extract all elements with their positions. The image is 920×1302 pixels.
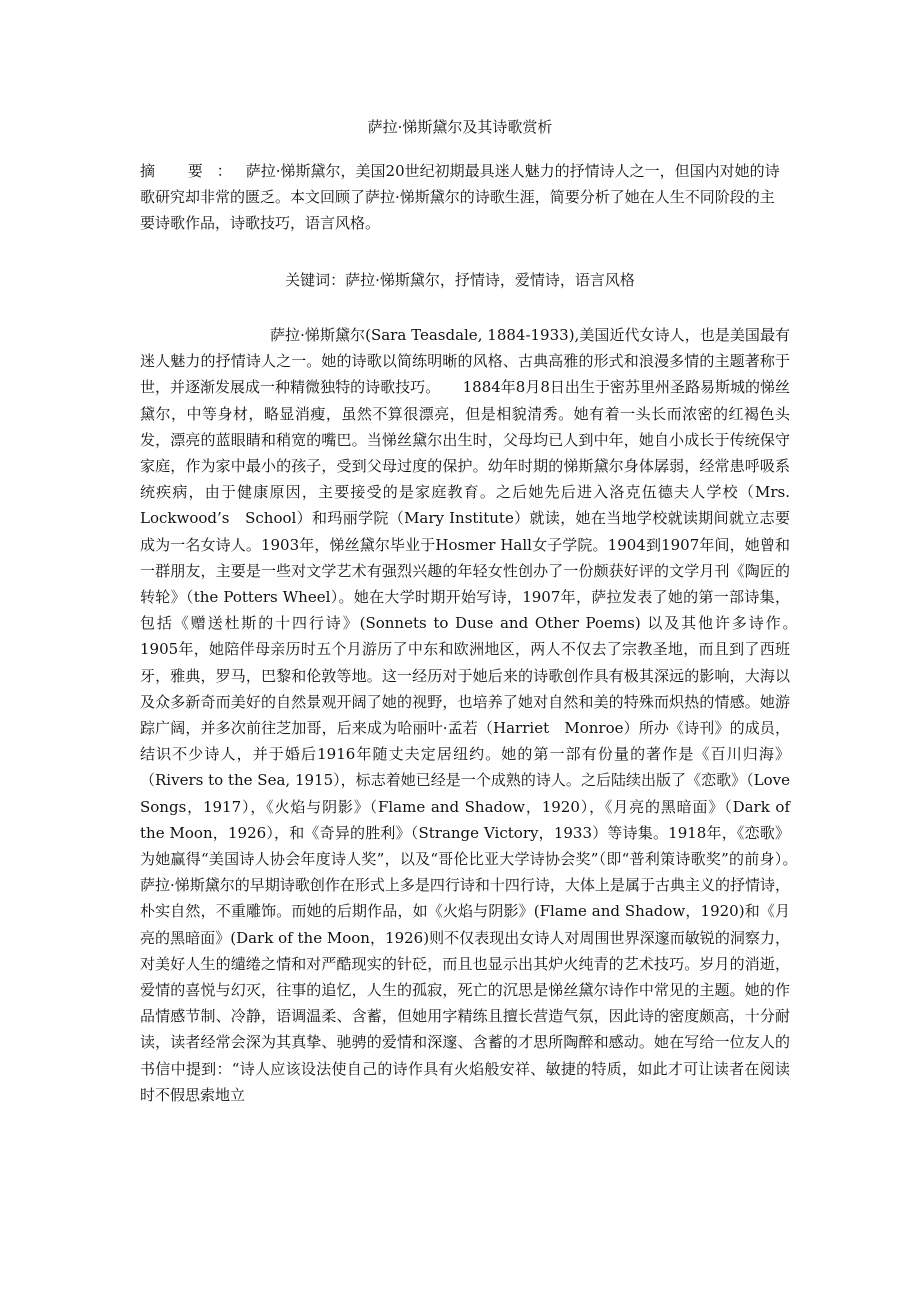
body-text [140, 322, 821, 1108]
document-title: 萨拉·悌斯黛尔及其诗歌赏析 [367, 118, 553, 136]
abstract-paragraph [140, 158, 780, 236]
body-paragraph: 萨拉·悌斯黛尔(Sara Teasdale, 1884-1933),美国近代女诗人，也是美国最有迷人魅力的抒情诗人之一。她的诗歌以简练明晰的风格、古典高雅的形式和浪漫多情的主题著称于世，并逐渐发展成一种精微独特的诗歌技巧。 1884年8月8日出生于密苏里州圣路易斯城的悌丝黛尔，中等身材，略显消瘦，虽然不算很漂亮，但是相貌清秀。她有着一头长而浓密的红褐色头发，漂亮的蓝眼睛和稍宽的嘴巴。当悌丝黛尔出生时，父母均已人到中年，她自小成长于传统保守家庭，作为家中最小的孩子，受到父母过度的保护。幼年时期的悌斯黛尔身体孱弱，经常患呼吸系统疾病，由于健康原因，主要接受的是家庭教育。之后她先后进入洛克伍德夫人学校（Mrs. Lockwood’s School）和玛丽学院（Mary Institute）就读，她在当地学校就读期间就立志要成为一名女诗人。1903年，悌丝黛尔毕业于Hosmer Hall女子学院。1904到1907年间，她曾和一群朋友，主要是一些对文学艺术有强烈兴趣的年轻女性创办了一份颇获好评的文学月刊《陶匠的转轮》（the Potters Wheel）。她在大学时期开始写诗，1907年，萨拉发表了她的第一部诗集，包括《赠送杜斯的十四行诗》(Sonnets to Duse and Other Poems) 以及其他许多诗作。 1905年，她陪伴母亲历时五个月游历了中东和欧洲地区，两人不仅去了宗教圣地，而且到了西班牙，雅典，罗马，巴黎和伦敦等地。这一经历对于她后来的诗歌创作具有极其深远的影响，大海以及众多新奇而美好的自然景观开阔了她的视野，也培养了她对自然和美的特殊而炽热的情感。她游踪广阔，并多次前往芝加哥，后来成为哈丽叶·孟若（Harriet Monroe）所办《诗刊》的成员，结识不少诗人，并于婚后1916年随丈夫定居纽约。她的第一部有份量的著作是《百川归海》（Rivers to the Sea, 1915），标志着她已经是一个成熟的诗人。之后陆续出版了《恋歌》（Love Songs，1917），《火焰与阴影》（Flame and Shadow，1920），《月亮的黑暗面》（Dark of the Moon，1926），和《奇异的胜利》（Strange Victory，1933）等诗集。1918年，《恋歌》为她赢得“美国诗人协会年度诗人奖”，以及“哥伦比亚大学诗协会奖”（即“普利策诗歌奖”的前身）。 萨拉·悌斯黛尔的早期诗歌创作在形式上多是四行诗和十四行诗，大体上是属于古典主义的抒情诗，朴实自然，不重雕饰。而她的后期作品，如《火焰与阴影》(Flame and Shadow，1920)和《月亮的黑暗面》(Dark of the Moon，1926)则不仅表现出女诗人对周围世界深邃而敏锐的洞察力，对美好人生的缱绻之情和对严酷现实的针砭，而且也显示出其炉火纯青的艺术技巧。岁月的消逝，爱情的喜悦与幻灭，往事的追忆，人生的孤寂，死亡的沉思是悌丝黛尔诗作中常见的主题。她的作品情感节制、冷静，语调温柔、含蓄，但她用字精练且擅长营造气氛，因此诗的密度颇高，十分耐读，读者经常会深为其真挚、驰骋的爱情和深邃、含蓄的才思所陶醉和感动。她在写给一位友人的书信中提到：“诗人应该设法使自己的诗作具有火焰般安祥、敏捷的特质，如此才可让读者在阅读时不假思索地立 [140, 326, 821, 1104]
keywords-line: 关键词：萨拉·悌斯黛尔，抒情诗，爱情诗，语言风格 [285, 271, 635, 289]
abstract-label: 摘 要： [140, 162, 246, 180]
abstract-text: 萨拉·悌斯黛尔，美国20世纪初期最具迷人魅力的抒情诗人之一，但国内对她的诗歌研究却非常的匮乏。本文回顾了萨拉·悌斯黛尔的诗歌生涯，简要分析了她在人生不同阶段的主要诗歌作品，诗歌技巧，语言风格。 [140, 162, 780, 232]
